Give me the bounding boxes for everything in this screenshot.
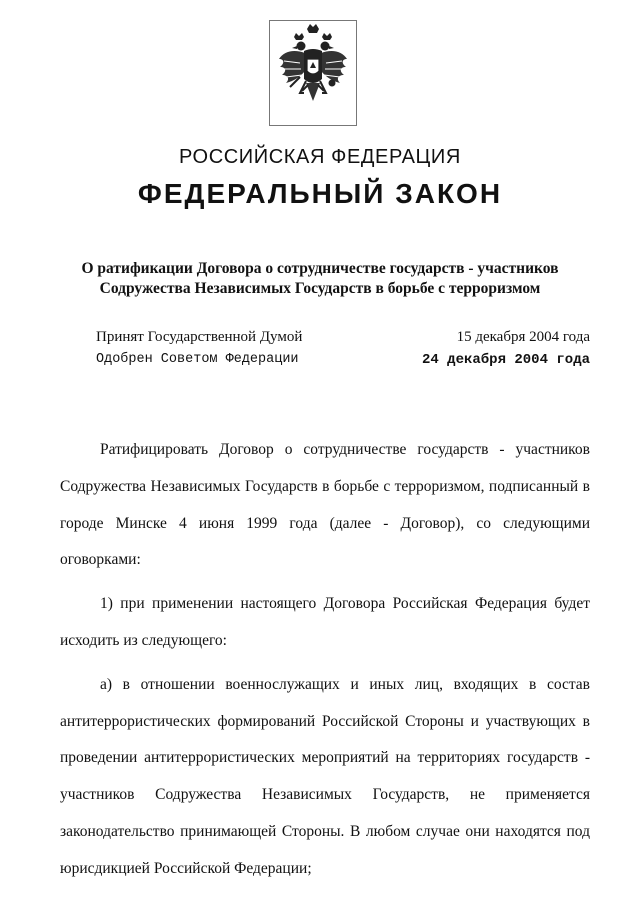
paragraph-ratification: Ратифицировать Договор о сотрудничестве государств - участников Содружества Независимых Государств в борьбе с терроризмом, подписанный в городе Минске 4 июня 1999 года (далее - Договор), со следующими оговорками: (60, 441, 590, 569)
paragraph-reservation-1: 1) при применении настоящего Договора Российская Федерация будет исходить из следующего: (60, 595, 590, 649)
russian-coat-of-arms-icon (270, 21, 356, 125)
council-approval-label: Одобрен Советом Федерации (96, 352, 299, 367)
emblem-frame (269, 20, 357, 126)
council-approval-date: 24 декабря 2004 года (421, 352, 590, 368)
duma-adoption-date: 15 декабря 2004 года (456, 329, 590, 345)
law-title (60, 259, 580, 299)
country-name: РОССИЙСКАЯ ФЕДЕРАЦИЯ (179, 146, 461, 168)
paragraph-reservation-1a: а) в отношении военнослужащих и иных лиц, входящих в состав антитеррористических формирований Российской Стороны и участвующих в проведении антитеррористических мероприятий на территориях государств - участников Содружества Независимых Государств, не применяется законодательство принимающей Стороны. В любом случае они находятся под юрисдикцией Российской Федерации; (60, 675, 590, 877)
duma-adoption-label: Принят Государственной Думой (96, 329, 303, 345)
law-body (60, 432, 590, 895)
document-type: ФЕДЕРАЛЬНЫЙ ЗАКОН (137, 178, 503, 209)
law-title-line-1: О ратификации Договора о сотрудничестве государств - участников (81, 260, 559, 277)
law-title-line-2: Содружества Независимых Государств в борьбе с терроризмом (99, 280, 541, 297)
